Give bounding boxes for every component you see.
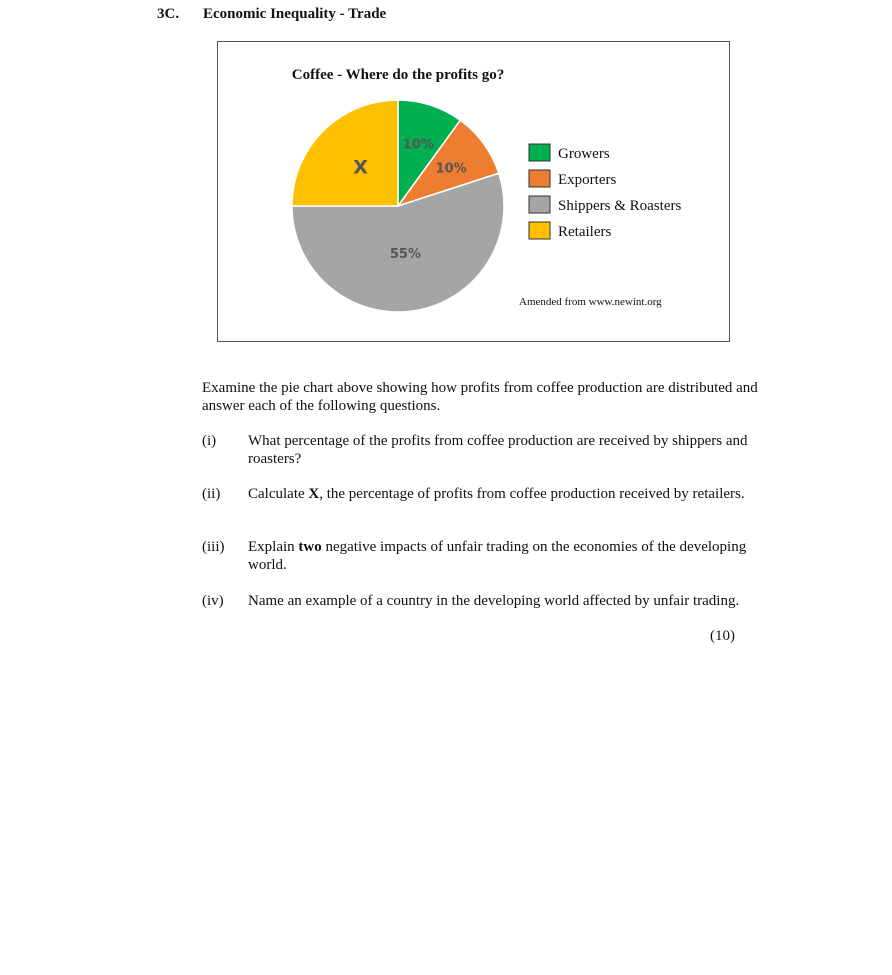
slice-data-label: 10%: [435, 161, 467, 177]
pie-slices: [292, 100, 504, 312]
legend-label: Shippers & Roasters: [558, 198, 682, 214]
question-title: Economic Inequality - Trade: [203, 6, 387, 22]
pie-chart: [218, 42, 729, 341]
pie-slice-retailers: [292, 100, 398, 206]
question-number: 3C.: [157, 6, 180, 22]
intro-text: Examine the pie chart above showing how profits from coffee production are distributed and answer each of the following questions.: [202, 380, 758, 414]
chart-legend: [529, 144, 681, 240]
legend-swatch: [529, 196, 550, 213]
pie-chart-panel: [217, 41, 730, 342]
legend-label: Retailers: [558, 224, 612, 240]
marks-total: (10): [710, 628, 735, 644]
question-label: (ii): [202, 486, 221, 502]
question-text: Explain two negative impacts of unfair trading on the economies of the developing world.: [248, 539, 747, 573]
legend-swatch: [529, 144, 550, 161]
question-label: (iii): [202, 539, 225, 555]
slice-data-label: 55%: [389, 247, 422, 263]
question-label: (i): [202, 433, 217, 449]
question-label: (iv): [202, 593, 224, 609]
source-note: Amended from www.newint.org: [519, 296, 662, 308]
slice-data-label: 10%: [402, 137, 434, 153]
question-text: What percentage of the profits from coffee production are received by shippers and roasters?: [248, 433, 748, 467]
legend-swatch: [529, 170, 550, 187]
chart-title: Coffee - Where do the profits go?: [291, 67, 505, 83]
question-text: Name an example of a country in the developing world affected by unfair trading.: [248, 593, 740, 609]
slice-data-label: X: [353, 156, 368, 179]
legend-swatch: [529, 222, 550, 239]
question-text: Calculate X, the percentage of profits from coffee production received by retailers.: [248, 486, 745, 502]
legend-label: Exporters: [558, 172, 617, 188]
legend-label: Growers: [558, 146, 610, 162]
